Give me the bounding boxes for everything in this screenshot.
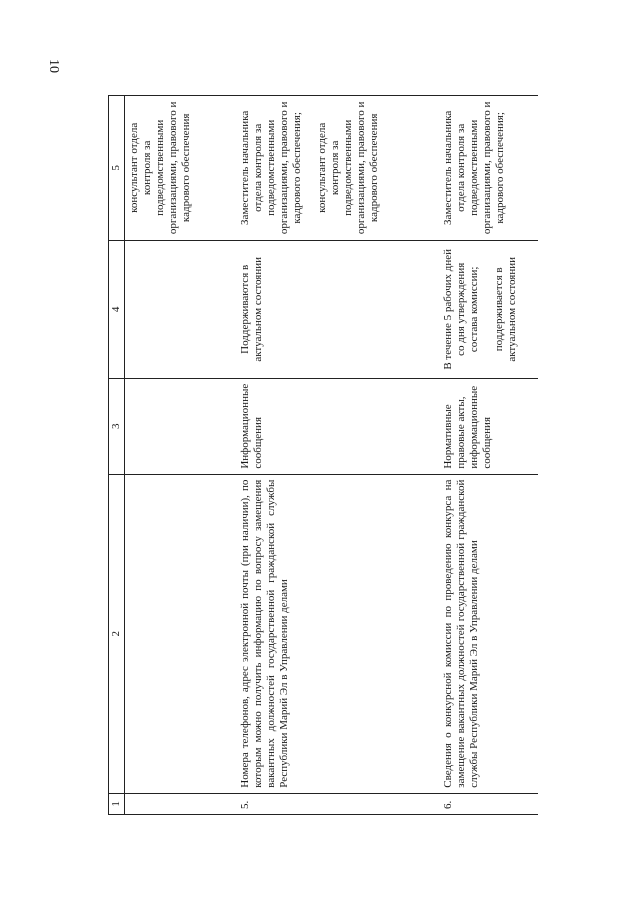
row-source: Нормативные правовые акты, информационные сообщения: [438, 378, 538, 474]
responsible-text: Заместитель начальника отдела контроля за подведомственными организациями, правового и кадрового обеспечения;: [239, 101, 303, 235]
row-term: [235, 240, 438, 378]
rotated-table-content: [108, 95, 538, 815]
term-text: поддерживается в актуальном состоянии: [493, 256, 518, 362]
header-cell-4: 4: [109, 240, 125, 378]
header-cell-3: 3: [109, 378, 125, 474]
header-cell-2: 2: [109, 474, 125, 793]
page-number: 10: [46, 59, 61, 73]
term-text: Поддерживаются в актуальном состоянии: [239, 256, 264, 362]
row-responsible: [125, 96, 236, 241]
header-cell-5: 5: [109, 96, 125, 241]
row-responsible: [235, 96, 438, 241]
table-header-row: [109, 96, 125, 815]
spacer: [304, 101, 316, 235]
row-source: [125, 378, 236, 474]
row-description: Номера телефонов, адрес электронной почты (при наличии), по которым можно получить информацию по вопросу замещения вакантных должностей государственной гражданской службы Республики Марий Эл в Управлении делами: [235, 474, 438, 793]
information-table: [108, 95, 538, 815]
table-row-5: [235, 96, 438, 815]
row-responsible: [438, 96, 538, 241]
responsible-text: консультант отдела контроля за подведомственными организациями, правового и кадрового обеспечения: [316, 101, 380, 235]
table-row-continuation: [125, 96, 236, 815]
responsible-text: Заместитель начальника отдела контроля за подведомственными организациями, правового и кадрового обеспечения;: [442, 101, 506, 235]
term-text: В течение 5 рабочих дней со дня утверждения состава комиссии;: [442, 248, 480, 370]
row-term: [438, 240, 538, 378]
table-row-6: [438, 96, 538, 815]
spacer: [481, 246, 493, 373]
row-source: Информационные сообщения: [235, 378, 438, 474]
responsible-text: консультант отдела контроля за подведомственными организациями, правового и кадрового обеспечения: [128, 101, 192, 235]
row-term: [125, 240, 236, 378]
rotated-table-frame: [108, 95, 538, 815]
row-number: [125, 793, 236, 814]
row-description: Сведения о конкурсной комиссии по проведению конкурса на замещение вакантных должностей государственной гражданской службы Республики Марий Эл в Управлении делами: [438, 474, 538, 793]
header-cell-1: 1: [109, 793, 125, 814]
row-number: 6.: [438, 793, 538, 814]
row-description: [125, 474, 236, 793]
row-number: 5.: [235, 793, 438, 814]
